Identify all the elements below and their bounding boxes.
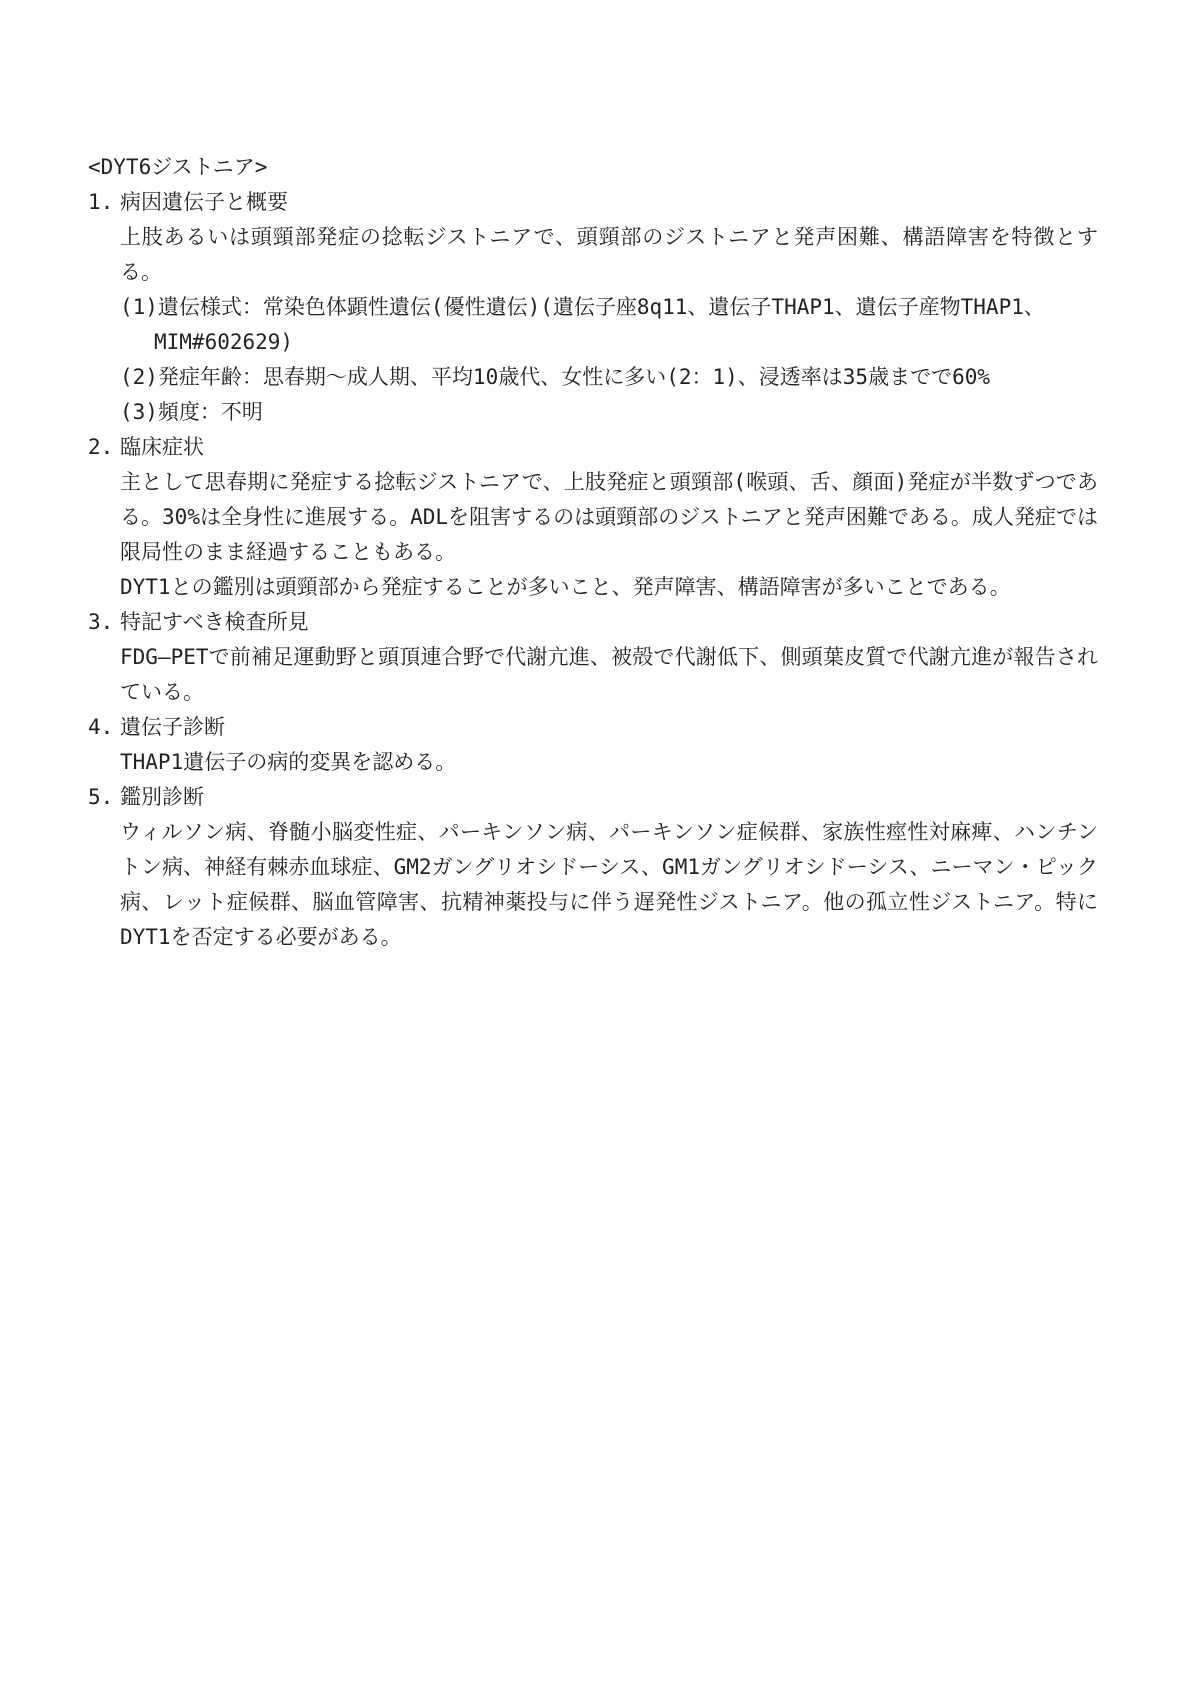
section-number: 2. [88,435,114,459]
section-genetic-diagnosis [88,710,1098,780]
section-paragraph: FDG―PETで前補足運動野と頭頂連合野で代謝亢進、被殻で代謝低下、側頭葉皮質で代謝亢進が報告されている。 [120,645,1098,704]
section-title: 病因遺伝子と概要 [120,190,288,214]
section-heading [88,605,1098,640]
inheritance-item: (1)遺伝様式：常染色体顕性遺伝(優性遺伝)(遺伝子座8q11、遺伝子THAP1、遺伝子産物THAP1、MIM#602629) [120,295,1045,354]
frequency-item: (3)頻度：不明 [120,400,263,424]
section-number: 3. [88,610,114,634]
section-number: 5. [88,785,114,809]
section-differential-diagnosis [88,780,1098,955]
section-heading [88,780,1098,815]
section-paragraph: THAP1遺伝子の病的変異を認める。 [120,750,457,774]
section-heading [88,185,1098,220]
onset-age-item: (2)発症年齢：思春期～成人期、平均10歳代、女性に多い(2：1)、浸透率は35歳までで60% [120,365,990,389]
section-title: 遺伝子診断 [120,715,225,739]
section-title: 鑑別診断 [120,785,204,809]
section-number: 4. [88,715,114,739]
section-paragraph: DYT1との鑑別は頭頸部から発症することが多いこと、発声障害、構語障害が多いことである。 [120,575,1011,599]
document-page [88,150,1098,955]
document-title: <DYT6ジストニア> [88,155,268,179]
section-findings [88,605,1098,710]
section-etiology [88,185,1098,430]
section-paragraph: 上肢あるいは頭頸部発症の捻転ジストニアで、頭頸部のジストニアと発声困難、構語障害を特徴とする。 [120,225,1098,284]
section-number: 1. [88,190,114,214]
section-heading [88,710,1098,745]
section-clinical-symptoms [88,430,1098,605]
section-title: 臨床症状 [120,435,204,459]
section-heading [88,430,1098,465]
section-title: 特記すべき検査所見 [120,610,309,634]
section-paragraph: ウィルソン病、脊髄小脳変性症、パーキンソン病、パーキンソン症候群、家族性痙性対麻痺、ハンチントン病、神経有棘赤血球症、GM2ガングリオシドーシス、GM1ガングリオシドーシス、ニーマン・ピック病、レット症候群、脳血管障害、抗精神薬投与に伴う遅発性ジストニア。他の孤立性ジストニア。特にDYT1を否定する必要がある。 [120,820,1098,949]
section-paragraph: 主として思春期に発症する捻転ジストニアで、上肢発症と頭頸部(喉頭、舌、顔面)発症が半数ずつである。30%は全身性に進展する。ADLを阻害するのは頭頸部のジストニアと発声困難である。成人発症では限局性のまま経過することもある。 [120,470,1098,564]
